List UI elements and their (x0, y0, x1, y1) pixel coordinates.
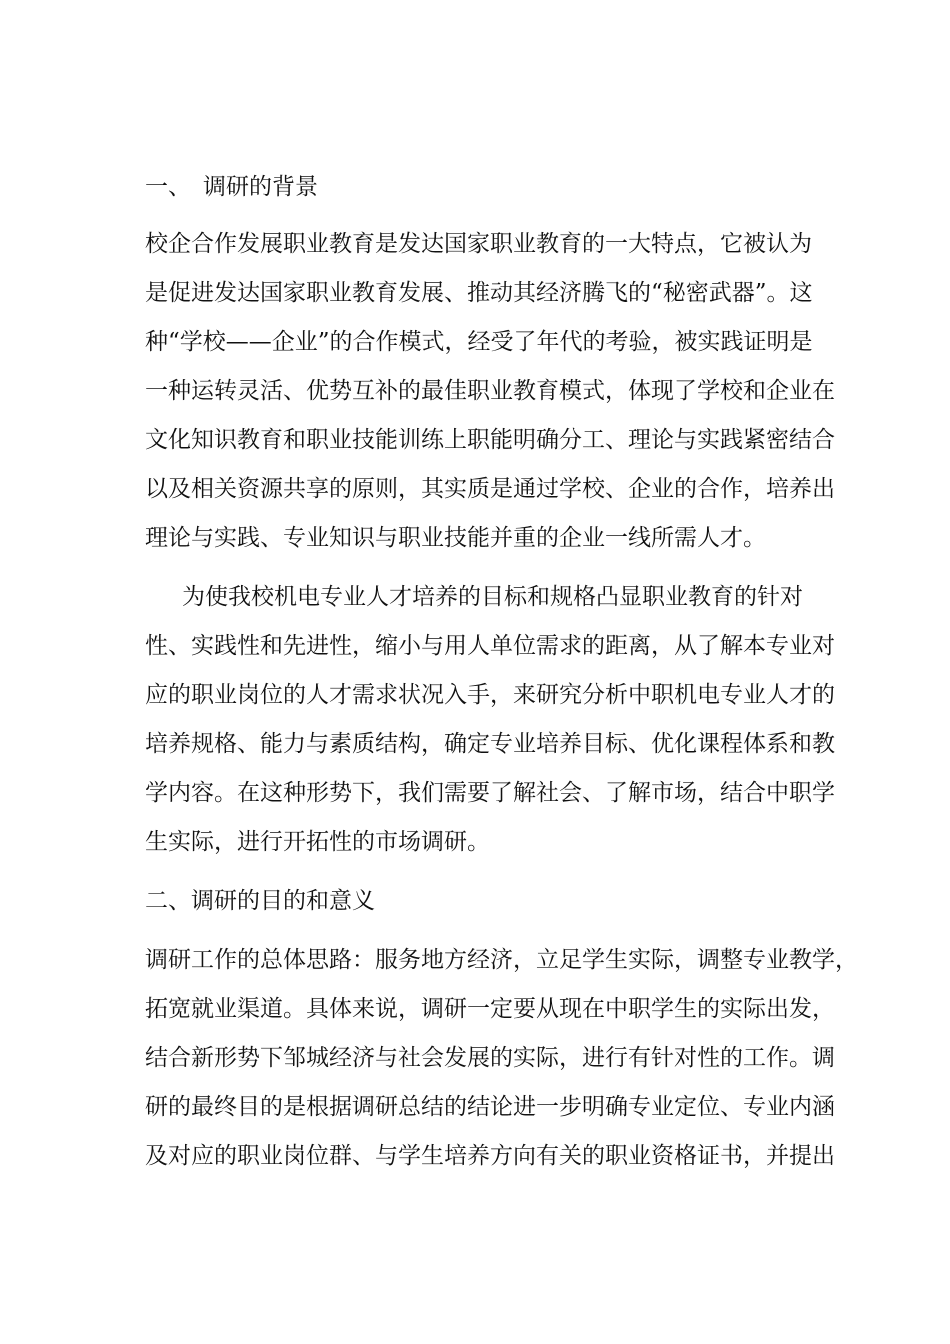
paragraph-2-line: 学内容。在这种形势下，我们需要了解社会、了解市场，结合中职学 (145, 780, 835, 806)
paragraph-3-line: 调研工作的总体思路：服务地方经济，立足学生实际，调整专业教学， (145, 947, 858, 973)
paragraph-3-line: 结合新形势下邹城经济与社会发展的实际，进行有针对性的工作。调 (145, 1045, 835, 1071)
paragraph-1-line: 以及相关资源共享的原则，其实质是通过学校、企业的合作，培养出 (145, 476, 835, 502)
paragraph-2-line: 生实际，进行开拓性的市场调研。 (145, 829, 490, 855)
paragraph-2-line: 为使我校机电专业人才培养的目标和规格凸显职业教育的针对 (182, 584, 803, 610)
section-1-title: 调研的背景 (203, 174, 318, 200)
paragraph-1-line: 校企合作发展职业教育是发达国家职业教育的一大特点，它被认为 (145, 231, 812, 257)
paragraph-1-line: 一种运转灵活、优势互补的最佳职业教育模式，体现了学校和企业在 (145, 378, 835, 404)
paragraph-2-line: 培养规格、能力与素质结构，确定专业培养目标、优化课程体系和教 (145, 731, 835, 757)
paragraph-3-line: 及对应的职业岗位群、与学生培养方向有关的职业资格证书，并提出 (145, 1143, 835, 1169)
paragraph-1-line: 理论与实践、专业知识与职业技能并重的企业一线所需人才。 (145, 525, 766, 551)
paragraph-1-line: 文化知识教育和职业技能训练上职能明确分工、理论与实践紧密结合 (145, 427, 835, 453)
section-2-title: 二、调研的目的和意义 (145, 888, 375, 914)
paragraph-2-line: 性、实践性和先进性，缩小与用人单位需求的距离，从了解本专业对 (145, 633, 835, 659)
paragraph-3-line: 研的最终目的是根据调研总结的结论进一步明确专业定位、专业内涵 (145, 1094, 835, 1120)
paragraph-1-line: 种“学校——企业”的合作模式，经受了年代的考验，被实践证明是 (145, 329, 813, 355)
paragraph-2-line: 应的职业岗位的人才需求状况入手，来研究分析中职机电专业人才的 (145, 682, 835, 708)
paragraph-1-line: 是促进发达国家职业教育发展、推动其经济腾飞的“秘密武器”。这 (145, 280, 813, 306)
section-1-number: 一、 (145, 174, 191, 200)
paragraph-3-line: 拓宽就业渠道。具体来说，调研一定要从现在中职学生的实际出发， (145, 996, 835, 1022)
